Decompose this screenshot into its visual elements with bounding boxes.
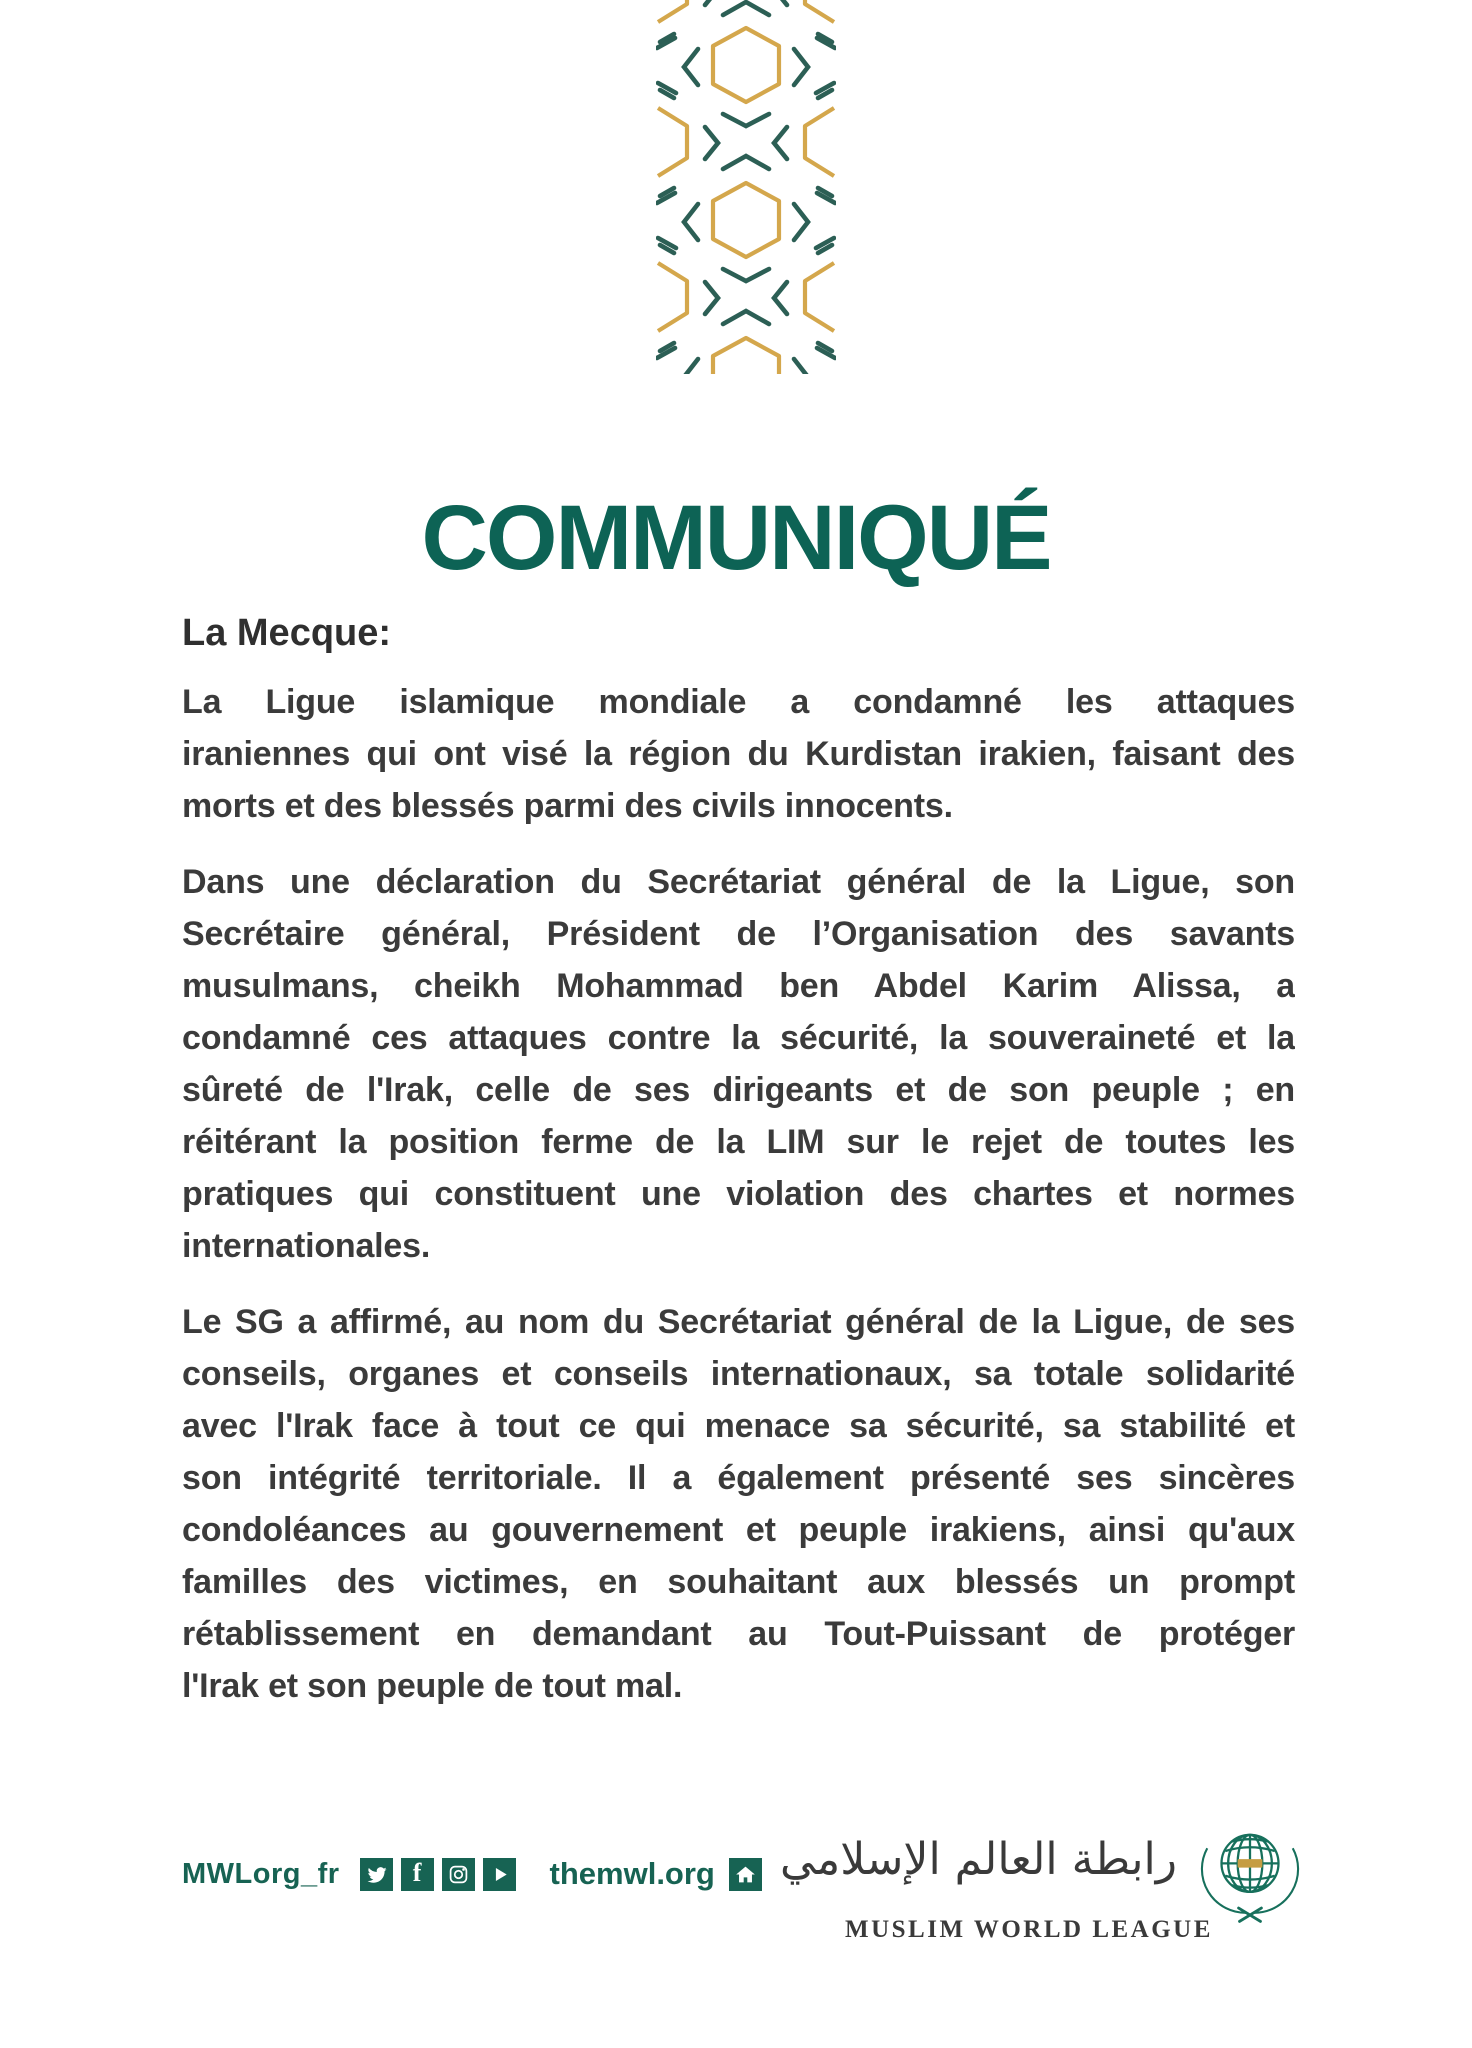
- text-line: pratiques qui constituent une violation des chartes et normes: [182, 1175, 1295, 1213]
- paragraph: [182, 676, 1295, 832]
- website-link[interactable]: themwl.org: [549, 1856, 715, 1891]
- text-line: internationales.: [182, 1227, 431, 1265]
- text-line: réitérant la position ferme de la LIM sur le rejet de toutes les: [182, 1123, 1295, 1161]
- mwl-logo-text: [779, 1808, 1213, 1944]
- body-paragraphs: [182, 676, 1295, 1736]
- text-line: conseils, organes et conseils internationaux, sa totale solidarité: [182, 1355, 1295, 1393]
- text-line: Le SG a affirmé, au nom du Secrétariat général de la Ligue, de ses: [182, 1303, 1295, 1341]
- text-line: musulmans, cheikh Mohammad ben Abdel Karim Alissa, a: [182, 967, 1295, 1005]
- dateline: La Mecque:: [182, 612, 392, 654]
- paragraph: [182, 856, 1295, 1272]
- instagram-icon[interactable]: [442, 1858, 475, 1891]
- youtube-icon[interactable]: [483, 1858, 516, 1891]
- text-line: avec l'Irak face à tout ce qui menace sa sécurité, sa stabilité et: [182, 1407, 1295, 1445]
- text-line: sûreté de l'Irak, celle de ses dirigeants et de son peuple ; en: [182, 1071, 1295, 1109]
- text-line: La Ligue islamique mondiale a condamné les attaques: [182, 683, 1295, 721]
- text-line: iraniennes qui ont visé la région du Kurdistan irakien, faisant des: [182, 735, 1295, 773]
- facebook-icon[interactable]: f: [401, 1858, 434, 1891]
- text-line: l'Irak et son peuple de tout mal.: [182, 1667, 683, 1705]
- social-handle: MWLorg_fr: [182, 1857, 340, 1890]
- text-line: Dans une déclaration du Secrétariat général de la Ligue, son: [182, 863, 1295, 901]
- text-line: Secrétaire général, Président de l’Organisation des savants: [182, 915, 1295, 953]
- text-line: rétablissement en demandant au Tout-Puissant de protéger: [182, 1615, 1295, 1653]
- mwl-emblem-icon: [1193, 1814, 1307, 1928]
- footer-social-bar: [182, 1856, 762, 1892]
- text-line: familles des victimes, en souhaitant aux blessés un prompt: [182, 1563, 1295, 1601]
- text-line: condoléances au gouvernement et peuple irakiens, ainsi qu'aux: [182, 1511, 1295, 1549]
- paragraph: [182, 1296, 1295, 1712]
- twitter-icon[interactable]: [360, 1858, 393, 1891]
- mwl-arabic-calligraphy: رابطة العالم الإسلامي: [779, 1834, 1177, 1885]
- social-icons-row: [360, 1858, 524, 1891]
- home-icon[interactable]: [729, 1858, 762, 1891]
- text-line: condamné ces attaques contre la sécurité, la souveraineté et la: [182, 1019, 1295, 1057]
- text-line: son intégrité territoriale. Il a également présenté ses sincères: [182, 1459, 1295, 1497]
- decorative-pattern: [656, 0, 836, 374]
- mwl-english-name: MUSLIM WORLD LEAGUE: [845, 1916, 1213, 1943]
- text-line: morts et des blessés parmi des civils innocents.: [182, 787, 953, 825]
- page-title: COMMUNIQUÉ: [421, 486, 1051, 589]
